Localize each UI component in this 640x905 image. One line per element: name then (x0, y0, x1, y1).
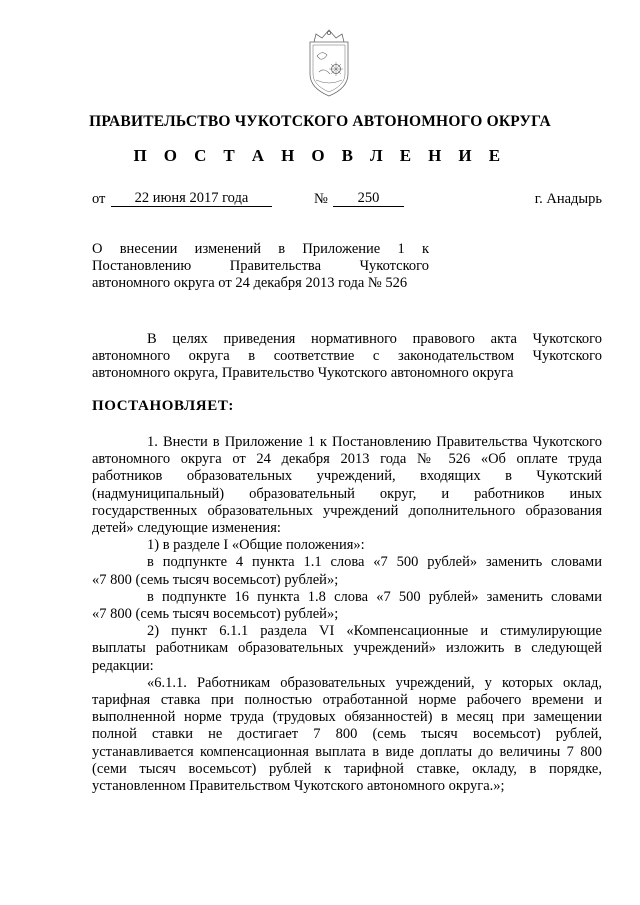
subject-line: О внесении изменений в Приложение 1 к (92, 241, 429, 257)
document-subject (92, 241, 429, 292)
document-meta (92, 191, 602, 211)
coat-of-arms-icon (300, 22, 358, 104)
document-city: г. Анадырь (534, 191, 602, 207)
body-line: выполненной норме труда (трудовых обязанностей) в месяц при замещении (92, 709, 602, 726)
body-line: детей» следующие изменения: (92, 520, 281, 537)
subject-line: Постановлению Правительства Чукотского (92, 258, 429, 274)
body-line: (семи тысяч восемьсот) рублей к тарифной ставке, окладу, в порядке, (92, 760, 602, 777)
preamble-line: автономного округа в соответствие с законодательством Чукотского (92, 348, 602, 365)
decree-body (92, 434, 602, 795)
number-prefix: № (314, 191, 328, 207)
body-line: «6.1.1. Работникам образовательных учреждений, у которых оклад, (147, 674, 602, 691)
preamble-line: В целях приведения нормативного правового акта Чукотского (147, 331, 602, 347)
body-line: (надмуниципальный) образовательный округ, и работников иных (92, 485, 602, 502)
document-date: 22 июня 2017 года (111, 191, 272, 207)
body-line: в подпункте 16 пункта 1.8 слова «7 500 рублей» заменить словами (147, 588, 602, 605)
body-line: автономного округа от 24 декабря 2013 года № 526 «Об оплате труда (92, 451, 602, 468)
body-line: установленном Правительством Чукотского автономного округа.»; (92, 778, 505, 795)
body-line: полной ставки не достигает 7 800 (семь тысяч восемьсот) рублей, (92, 726, 602, 743)
decree-heading: ПОСТАНОВЛЯЕТ: (92, 398, 235, 414)
body-line: тарифная ставка при полностью отработанной норме рабочего времени и (92, 692, 602, 709)
body-line: устанавливается компенсационная выплата в виде доплаты до величины 7 800 (92, 743, 602, 760)
body-line: редакции: (92, 657, 154, 674)
body-line: выплаты работникам образовательных учреждений» изложить в следующей (92, 640, 602, 657)
body-line: государственных образовательных учреждений дополнительного образования (92, 502, 602, 519)
subject-line: автономного округа от 24 декабря 2013 года № 526 (92, 275, 408, 291)
document-type: П О С Т А Н О В Л Е Н И Е (133, 146, 507, 165)
body-line: 1) в разделе I «Общие положения»: (147, 537, 365, 554)
body-line: работников образовательных учреждений, входящих в Чукотский (92, 468, 602, 485)
organization-title: ПРАВИТЕЛЬСТВО ЧУКОТСКОГО АВТОНОМНОГО ОКРУГА (89, 113, 551, 130)
preamble (92, 331, 602, 383)
document-number: 250 (333, 191, 404, 207)
preamble-line: автономного округа, Правительство Чукотского автономного округа (92, 365, 514, 382)
body-line: «7 800 (семь тысяч восемьсот) рублей»; (92, 571, 339, 588)
body-line: 1. Внести в Приложение 1 к Постановлению Правительства Чукотского (147, 434, 602, 450)
body-line: 2) пункт 6.1.1 раздела VI «Компенсационные и стимулирующие (147, 623, 602, 640)
body-line: в подпункте 4 пункта 1.1 слова «7 500 рублей» заменить словами (147, 554, 602, 571)
body-line: «7 800 (семь тысяч восемьсот) рублей»; (92, 606, 339, 623)
date-prefix: от (92, 191, 106, 207)
